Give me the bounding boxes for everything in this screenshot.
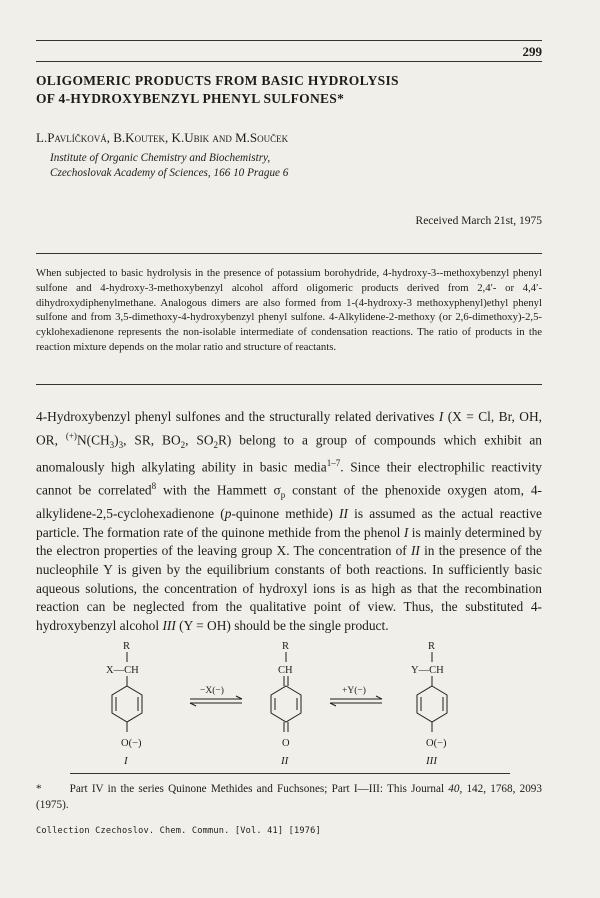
text-run: in the presence of the nucleophile Y is given by the equilibrium constants of both reactions. In sufficiently basic aqueous solutions, the concentration of hydroxyl ions is as high as that the recombination reaction can be neglected from the qualitative point of view. Thus, the substituted 4-hydroxybenzyl alcohol <box>36 543 542 633</box>
compound-label-ii: II <box>410 543 420 559</box>
compound-number: III <box>426 755 437 767</box>
italic-p: p <box>224 506 232 522</box>
authors: L.Pavlíčková, B.Koutek, K.Ubik and M.Souček <box>36 130 289 145</box>
text-run: (Y = OH) should be the single product. <box>175 617 389 633</box>
compound-label-i: I <box>438 409 444 424</box>
text-run: N(CH <box>76 432 110 448</box>
subscript: 3 <box>109 439 115 450</box>
substituent-r: R <box>123 641 131 652</box>
title-line-1: OLIGOMERIC PRODUCTS FROM BASIC HYDROLYSIS <box>36 73 399 88</box>
oxygen-label: O <box>282 738 290 749</box>
text-run: Part IV in the series Quinone Methides and Fuchsones; Part I—III: This Journal <box>69 783 449 795</box>
reaction-scheme <box>90 638 490 768</box>
arrow-label: +Y(−) <box>342 686 366 696</box>
volume-number: 40, <box>448 783 463 795</box>
footnote-marker: * <box>36 783 42 795</box>
affiliation <box>50 151 288 181</box>
page-number: 299 <box>522 44 542 59</box>
text-run: with the Hammett σ <box>156 482 281 498</box>
reference-superscript: 1–7 <box>326 458 341 469</box>
compound-number: II <box>281 755 289 767</box>
header-rule-bottom <box>36 61 542 62</box>
footnote-rule <box>70 773 510 774</box>
group-label: CH <box>278 665 293 676</box>
substituent-r: R <box>428 641 436 652</box>
arrow-label: −X(−) <box>200 686 224 696</box>
compound-number: I <box>124 755 128 767</box>
abstract: When subjected to basic hydrolysis in the presence of potassium borohydride, 4-hydroxy-3--methoxybenzyl phenyl sulfone and 4-hydroxy-3-methoxybenzyl alcohol afford oligomeric products derived from 2,4′- or 4,4′-dihydroxydiphenylmethane. Analogous dimers are also formed from 1-(4-hydroxy-3 methoxyphenyl)ethyl phenyl sulfone and from 3,5-dimethoxy-4-hydroxybenzyl phenyl sulfone. 4-Alkylidene-2-methoxy (or 2,6-dimethoxy)-2,5-cyklohexadienone represents the non-isolable intermediate of condensation reactions. The ratio of products in the reaction mixture depends on the molar ratio and structure of reactants. <box>36 267 542 353</box>
subscript: 2 <box>213 439 218 450</box>
affiliation-line-2: Czechoslovak Academy of Sciences, 166 10 Prague 6 <box>50 167 289 179</box>
subscript: 2 <box>180 439 186 450</box>
charge-superscript: (+) <box>65 430 77 441</box>
text-run: 4-Hydroxybenzyl phenyl sulfones and the structurally related derivatives <box>36 409 439 424</box>
text-run: is assumed as the actual reactive particle. The formation rate of the quinone methide from the phenol <box>36 506 542 540</box>
text-run: -quinone methide) <box>231 506 340 522</box>
header-rule-top <box>36 40 542 41</box>
compound-label-i: I <box>403 524 409 540</box>
abstract-rule-bottom <box>36 384 542 385</box>
oxygen-label: O(−) <box>121 738 142 749</box>
text-run: is mainly determined by the electron properties of the leaving group X. The concentration of <box>36 524 542 559</box>
text-run: 142, 1768, 2093 (1975). <box>36 783 542 811</box>
body-paragraph <box>36 408 542 635</box>
text-run: , SR, BO <box>123 432 181 448</box>
compound-label-iii: III <box>162 617 176 633</box>
substituent-r: R <box>282 641 290 652</box>
reference-superscript: 8 <box>151 481 157 492</box>
group-label: Y—CH <box>411 665 444 676</box>
text-run: R) belong to a group of compounds which exhibit an anomalously high alkylating ability in basic media <box>36 432 542 475</box>
text-run: constant of the phenoxide oxygen atom, 4-alkylidene-2,5-cyclohexadienone ( <box>36 482 542 522</box>
text-run: . Since their electrophilic reactivity cannot be correlated <box>36 459 542 498</box>
subscript: p <box>280 490 286 501</box>
affiliation-line-1: Institute of Organic Chemistry and Biochemistry, <box>50 152 271 164</box>
compound-label-ii: II <box>339 506 348 522</box>
subscript: 3 <box>118 439 124 450</box>
footnote <box>36 782 542 813</box>
text-run: , SO <box>185 432 214 448</box>
text-run: (X = Cl, Br, OH, OR, <box>36 409 542 448</box>
oxygen-label: O(−) <box>426 738 447 749</box>
group-label: X—CH <box>106 665 139 676</box>
title-line-2: OF 4-HYDROXYBENZYL PHENYL SULFONES* <box>36 91 345 106</box>
article-title <box>36 72 536 108</box>
received-date: Received March 21st, 1975 <box>415 215 542 227</box>
journal-footer: Collection Czechoslov. Chem. Commun. [Vol. 41] [1976] <box>36 826 321 836</box>
abstract-rule-top <box>36 253 542 254</box>
text-run: ) <box>114 432 119 448</box>
